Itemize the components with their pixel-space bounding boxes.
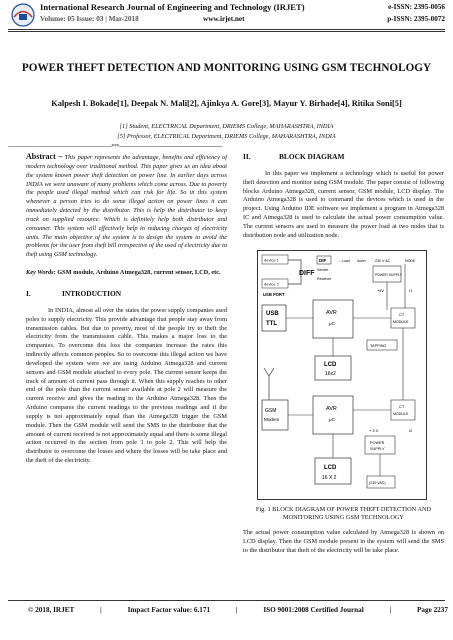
module-2-label: MODULE xyxy=(393,411,409,416)
sender-label: Sender xyxy=(317,267,329,272)
header-rule-double xyxy=(8,31,445,32)
ct-module-1-box xyxy=(391,308,415,328)
dif-label: DIF xyxy=(319,257,327,263)
figure-caption: Fig. 1 BLOCK DIAGRAM OF POWER THEFT DETECTION AND MONITORING USING GSM TECHNOLOGY xyxy=(255,505,432,521)
section-heading-introduction xyxy=(26,290,227,299)
keywords-text: : GSM module, Arduino Atmega328, current sensor, LCD, etc. xyxy=(53,269,221,277)
section-title: BLOCK DIAGRAM xyxy=(279,152,345,161)
footer-separator: | xyxy=(235,606,238,614)
avr-1-box xyxy=(313,300,353,338)
page-footer xyxy=(28,606,448,614)
section-number: II. xyxy=(243,152,251,161)
avr-2-box xyxy=(313,396,353,434)
receiver-label: Receiver xyxy=(317,276,332,281)
usb-port-label: USB PORT xyxy=(263,291,285,297)
abstract xyxy=(26,153,227,260)
tapping-label: TAPPING xyxy=(370,343,387,348)
avr-1-label: AVR xyxy=(326,309,337,316)
diff-label: DIFF xyxy=(299,269,315,277)
left-column xyxy=(26,153,227,466)
ct-1-label: CT xyxy=(399,311,405,317)
footer-copyright: © 2018, IRJET xyxy=(28,606,75,614)
v5-label: +5V xyxy=(377,288,384,293)
lcd-1-size: 16x2 xyxy=(325,370,336,377)
journal-volume: Volume: 05 Issue: 03 | Mar-2018 xyxy=(40,15,139,23)
usb-ttl-box xyxy=(262,305,286,331)
gsm-label: GSM xyxy=(265,407,277,414)
journal-title: International Research Journal of Engineering and Technology (IRJET) xyxy=(40,2,305,12)
footer-separator: | xyxy=(389,606,392,614)
lcd-1-label: LCD xyxy=(324,361,337,368)
section-separator: ---------------------------------------------------------------------***--------------------------------------------------------------------- xyxy=(8,144,223,150)
avr-2-label: AVR xyxy=(326,405,337,412)
journal-header xyxy=(0,0,453,30)
power-label: POWER xyxy=(370,440,385,445)
ac-source-label: (230 VAC) xyxy=(369,480,386,485)
right-column xyxy=(243,153,444,556)
keywords xyxy=(26,269,227,278)
uc-1-label: μC xyxy=(329,320,335,326)
device-2-label: device 2 xyxy=(264,281,279,287)
irjet-logo-icon xyxy=(10,3,36,27)
block-diagram-figure xyxy=(257,250,427,500)
abstract-text: This paper represents the advantage, benefits and efficiency of modern technology over traditional method. This paper gives us an idea about the system known power theft detection on power line. In earlier days across INDIA we were unaware of many problems which come across. Due to poverty the people used illegal method which can risk for life. So in this system whenever a person tries to do some illegal action on power lines it can immediately detected by the distributor. This is help the distributor to keep track on supplied resource. Which is definitely help both distributor and consumer. This system will effectively help in reducing charges of electricity units. The main objective of the system is to design the system to avoid the problems for the user from theft bill irrespective of the used of electricity due to theft using GSM technology. xyxy=(26,154,227,259)
gsm-modem-box xyxy=(262,400,288,430)
paper-authors: Kalpesh I. Bokade[1], Deepak N. Mali[2], Ajinkya A. Gore[3], Mayur Y. Birhade[4], Ritika Soni[5] xyxy=(51,99,402,108)
device-1-label: device 1 xyxy=(264,257,279,263)
footer-impact-factor: Impact Factor value: 6.171 xyxy=(127,606,211,614)
header-rule xyxy=(8,29,445,30)
node-label: NODE xyxy=(405,258,416,263)
keywords-label: Key Words xyxy=(26,269,54,277)
affiliation-professor: [5] Professor, ELECTRICAL Department, DRIEMS College, MAHARASHTRA, INDIA xyxy=(117,133,336,140)
module-1-label: MODULE xyxy=(393,319,409,324)
modem-label: Modem xyxy=(264,416,280,422)
i1-label: I1 xyxy=(409,287,413,293)
post-figure-paragraph: The actual power consumption value calculated by Atmega328 is shown on LCD display. Then the GSM module present in the system will send the SMS to the distributor that theft of the electricity will be take place. xyxy=(243,529,444,554)
footer-rule xyxy=(8,600,445,601)
load-label: → Load xyxy=(337,258,350,263)
ct-module-2-box xyxy=(391,400,415,420)
affiliation-student: [1] Student, ELECTRICAL Department, DRIEMS College, MAHARASHTRA, INDIA xyxy=(119,123,334,130)
abstract-label: Abstract – xyxy=(26,152,63,161)
paper-title: POWER THEFT DETECTION AND MONITORING USING GSM TECHNOLOGY xyxy=(21,62,432,74)
introduction-paragraph: In INDIA, almost all over the states the power supply companies used poles to supply electricity. This provide advantage that people stay away from transmission cables. But due to poverty, most of the people try to theft the electricity from the transmission cable. This makes a major loss to the companies. To overcome this loss the companies increase the rates this indirectly affects common peoples. So to overcome this illegal action we have developed the system were we are using Arduino Atmega328 and current sensors and GSM module attached to every pole. The current sensor keeps the track of amount of current pass through it. When this supply reaches to other end of the pole than the current sensor available at pole 2 will measure the current receive and gives the reading to the Arduino Atmega328. Then the Arduino compares the current readings to the previous readings and if the supply is not approximately equal than the Atmega328 trigger the GSM module. Then the GSM module will send the SMS to the distributor that the amount of current received is not approximately equal and there is some illegal action occurred in the section from pole 1 to pole 2. This will help the distributor to overcome the losses and where the losses will be take place and the theft of the electricity. xyxy=(26,306,227,465)
journal-eissn: e-ISSN: 2395-0056 xyxy=(388,3,445,11)
power-supply-2-box xyxy=(365,436,395,454)
power-supply-label: POWER SUPPLY xyxy=(375,272,402,277)
footer-separator: | xyxy=(100,606,102,614)
block-diagram-paragraph: In this paper we implement a technology which is useful for power theft detection and monitor using GSM module. The paper consist of following blocks Arduino Atmega328, current sensor, GSM module, LCD display. The Arduino Atmega328 is used to command the devices which is used in the project. Using Arduino IDE software we implement a program in Atmega328 IC and Atmega328 is used to calculate the actual power consumption value. The current sensors are used to measure the power load at two nodes that is distribution node and utilization node. xyxy=(243,169,444,239)
section-title: INTRODUCTION xyxy=(62,288,122,298)
uc-2-label: μC xyxy=(329,416,335,422)
down-label: down xyxy=(357,258,366,263)
supply-label: SUPPLY xyxy=(370,446,385,451)
ct-2-label: CT xyxy=(399,403,405,409)
journal-website-link[interactable]: www.irjet.net xyxy=(203,15,245,23)
footer-page-number: Page 2237 xyxy=(417,606,448,614)
ttl-label: TTL xyxy=(266,320,277,327)
lcd-2-label: LCD xyxy=(324,464,337,471)
footer-iso: ISO 9001:2008 Certified Journal xyxy=(263,606,364,614)
section-number: I. xyxy=(26,288,31,298)
usb-label: USB xyxy=(266,310,279,317)
v5b-label: + 5 V xyxy=(369,427,379,433)
i2-label: I2 xyxy=(409,427,413,433)
journal-pissn: p-ISSN: 2395-0072 xyxy=(387,15,445,23)
section-heading-block-diagram xyxy=(243,153,444,162)
v230-label: 230 V AC xyxy=(375,258,391,263)
lcd-2-size: 16 X 2 xyxy=(322,474,337,481)
